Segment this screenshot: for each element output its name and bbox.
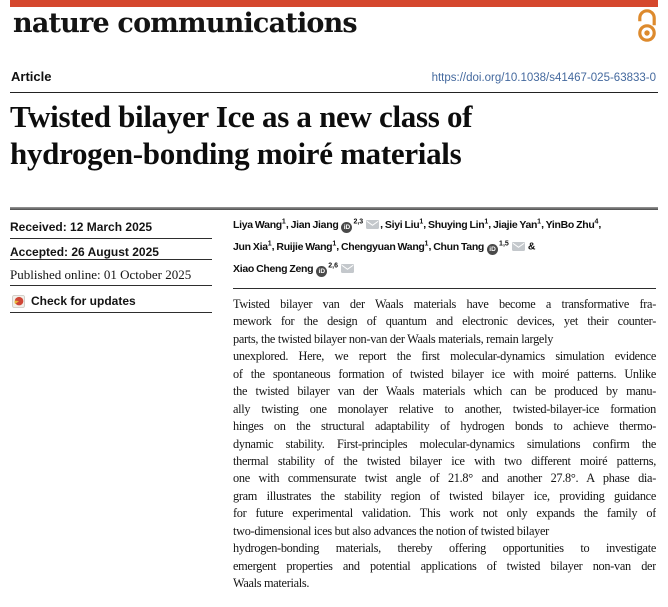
abstract-line: mework for the design of quantum and electronic devices, yet their counter- (233, 314, 656, 329)
author-affiliation-superscript: 1 (281, 218, 286, 225)
abstract-line: one with commensurate twist angle of 21.8° and another 27.8°. A phase dia- (233, 471, 656, 486)
check-for-updates-button[interactable] (12, 293, 212, 309)
author-affiliation-superscript: 1 (424, 240, 429, 247)
author-name: Liya Wang$^1$ (233, 218, 286, 231)
orcid-icon[interactable]: iD (487, 244, 498, 255)
divider (10, 92, 658, 93)
article-type-label: Article (11, 69, 52, 84)
author-affiliation-superscript: 1 (332, 240, 337, 247)
abstract-line: hinges on the structural adaptability of hydrogen bonds to achieve thermo- (233, 419, 656, 434)
check-for-updates-label: Check for updates (31, 294, 136, 308)
received-date: Received: 12 March 2025 (10, 220, 153, 234)
author-name: Xiao Cheng Zeng iD$^{2,6}$ (233, 263, 355, 275)
abstract-line: thermal stability of the twisted bilayer ice with two different moiré patterns, (233, 453, 656, 468)
abstract-line: Waals materials. (233, 576, 310, 590)
abstract-line: unexplored. Here, we report the first molecular-dynamics simulation evidence (233, 349, 656, 364)
abstract-text (233, 296, 656, 592)
author-affiliation-superscript: 1 (484, 218, 489, 225)
abstract-line: Twisted bilayer van der Waals materials have become a transformative fra- (233, 297, 656, 311)
divider (233, 288, 656, 289)
title-line-2: hydrogen-bonding moiré materials (10, 136, 462, 171)
author-affiliation-superscript: 1 (267, 240, 272, 247)
divider (10, 312, 212, 313)
abstract-line: parts, the twisted bilayer non-van der Waals materials, remain largely (233, 331, 554, 346)
author-name: Jian Jiang iD$^{2,3}$ (291, 219, 381, 231)
abstract-line: hydrogen-bonding materials, thereby offering opportunities to investigate (233, 541, 656, 556)
author-affiliation-superscript: 2,6 (328, 262, 338, 269)
crossmark-icon (12, 295, 25, 308)
abstract-line: of the spontaneous formation of twisted bilayer ice with moiré patterns. Unlike (233, 366, 656, 381)
published-date: Published online: 01 October 2025 (10, 267, 192, 282)
abstract-line: ally twisting one monolayer relative to another, twisted-bilayer-ice formation (233, 401, 656, 416)
journal-color-bar (10, 0, 658, 7)
author-affiliation-superscript: 4 (594, 218, 599, 225)
divider (10, 207, 658, 210)
divider (10, 285, 212, 286)
author-list: Liya Wang$^1$, Jian Jiang iD$^{2,3}$ , Siyi Liu$^1$, Shuying Lin$^1$, Jiajie Yan$^1$, YinBo Zhu$^4$, Jun Xia$^1$, Ruijie Wang$^1$, Chengyuan Wang$^1$, Chun Tang iD$^{1,5}$ & Xiao Cheng Zeng iD$^{2,6}$ (233, 213, 665, 279)
author-name: Chun Tang iD$^{1,5}$ (433, 241, 526, 253)
abstract-line: two-dimensional ices but also advances the notion of twisted bilayer (233, 523, 549, 538)
journal-wordmark: nature communications (13, 8, 357, 39)
abstract-line: emergent properties and potential applications of twisted bilayer non-van der (233, 558, 656, 573)
orcid-icon[interactable]: iD (316, 266, 327, 277)
author-affiliation-superscript: 1 (537, 218, 542, 225)
orcid-icon[interactable]: iD (341, 222, 352, 233)
abstract-line: the twisted bilayer van der Waals materials which can be produced by manu- (233, 384, 656, 399)
accepted-date: Accepted: 26 August 2025 (10, 245, 159, 259)
abstract-line: for future experimental validation. This work not only expands the family of (233, 506, 656, 521)
envelope-icon[interactable] (366, 217, 379, 236)
abstract-line: gram illustrates the stability region of twisted bilayer ice, providing guidance (233, 488, 656, 503)
author-name: Siyi Liu$^1$ (384, 218, 424, 231)
author-affiliation-superscript: 2,3 (353, 218, 364, 225)
author-name: Jun Xia$^1$ (233, 240, 272, 253)
envelope-icon[interactable] (512, 239, 525, 258)
author-affiliation-superscript: 1 (419, 218, 424, 225)
divider (10, 259, 212, 260)
page-title (10, 98, 660, 172)
doi-link[interactable]: https://doi.org/10.1038/s41467-025-63833-0 (431, 72, 656, 84)
author-name: Ruijie Wang$^1$ (276, 240, 337, 253)
author-name: Jiajie Yan$^1$ (492, 218, 542, 231)
title-line-1: Twisted bilayer Ice as a new class of (10, 99, 473, 134)
author-name: Chengyuan Wang$^1$ (340, 240, 429, 253)
author-name: YinBo Zhu$^4$ (545, 218, 599, 231)
abstract-line: dynamic stability. First-principles molecular-dynamics simulations confirm the (233, 436, 656, 451)
envelope-icon[interactable] (341, 261, 354, 280)
divider (10, 238, 212, 239)
author-affiliation-superscript: 1,5 (499, 240, 509, 247)
author-name: Shuying Lin$^1$ (428, 218, 489, 231)
open-access-icon[interactable] (634, 8, 660, 44)
